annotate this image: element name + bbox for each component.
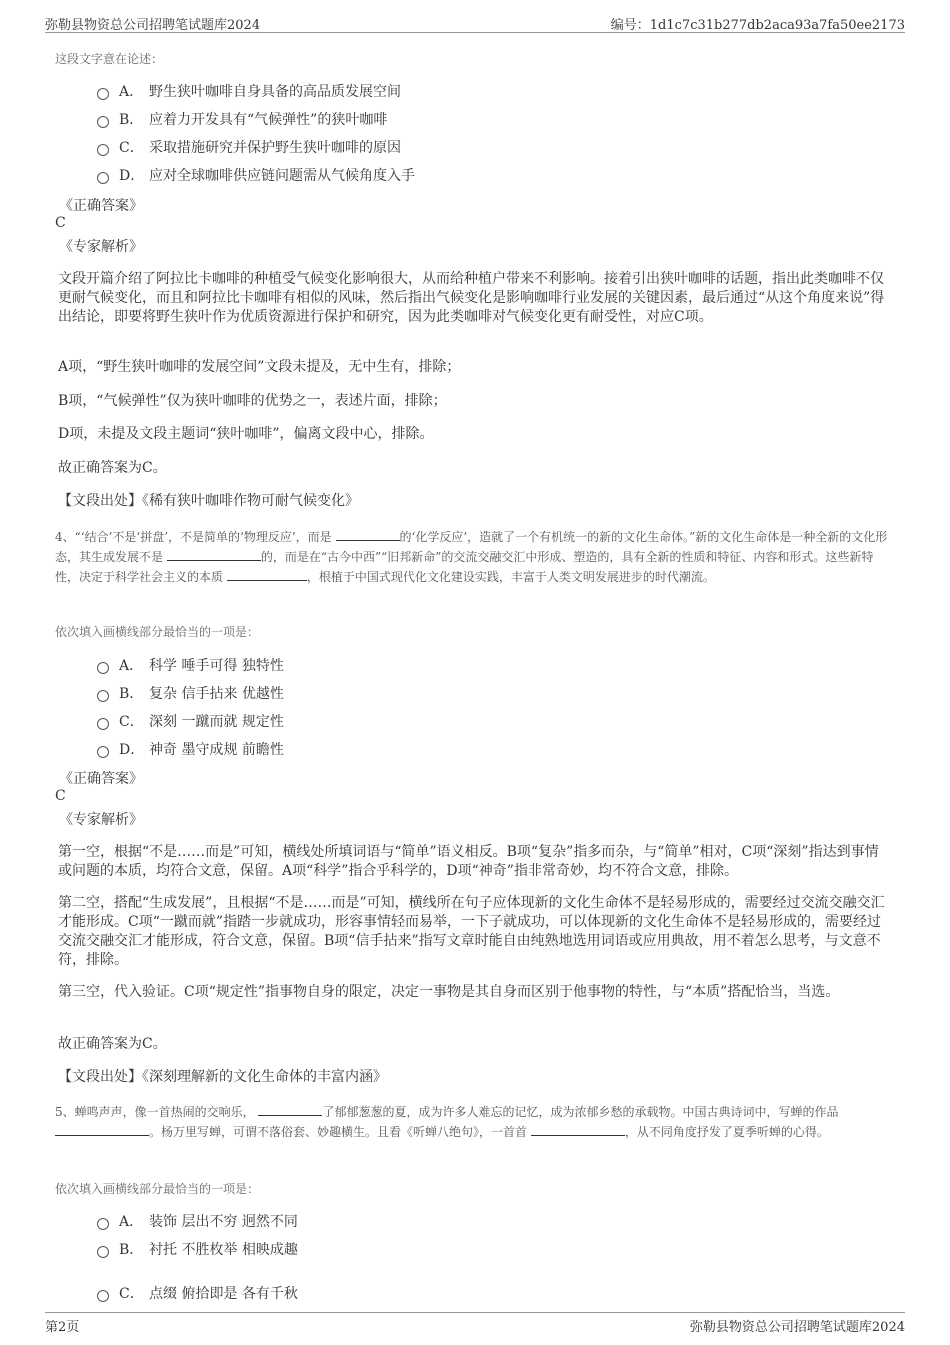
q4-analysis-para-1: 第一空，根据“不是……而是”可知，横线处所填词语与“简单”语义相反。B项“复杂”指多而杂，与“简单”相对，C项“深刻”指达到事情或问题的本质，均符合文意，保留。A项“科学”指合乎科学的，D项“神奇”指非常奇妙，均不符合文意，排除。 bbox=[58, 844, 879, 879]
radio-icon[interactable] bbox=[97, 172, 109, 184]
q4-analysis-para-2: 第二空，搭配“生成发展”，且根据“不是……而是”可知，横线所在句子应体现新的文化生命体不是轻易形成的，需要经过交流交融交汇才能形成。C项“一蹴而就”指踏一步就成功，形容事情轻而易举，一下子就成功，可以体现新的文化生命体不是轻易形成的，需要经过交流交融交汇才能形成，符合文意，保留。B项“信手拈来”指写文章时能自由纯熟地选用词语或应用典故，用不着怎么思考，与文意不符，排除。 bbox=[58, 895, 885, 968]
q3-option-c[interactable]: C． 采取措施研究并保护野生狭叶咖啡的原因 bbox=[97, 137, 401, 159]
blank-line bbox=[55, 1123, 149, 1136]
q4-option-c[interactable]: C． 深刻 一蹴而就 规定性 bbox=[97, 711, 284, 733]
q4-stem: 4、“‘结合’不是‘拼盘’，不是简单的‘物理反应’，而是 的‘化学反应’，造就了一个有机统一的新的文化生命体。”新的文化生命体是一种全新的文化形态，其生成发展不是 的，而是在“古今中西”“旧邦新命”的交流交融交汇中形成、塑造的，具有全新的性质和特征、内容和形式。这些新特性，决定于科学社会主义的本质 ，根植于中国式现代化文化建设实践，丰富于人类文明发展进步的时代潮流。 bbox=[55, 530, 888, 584]
q3-analysis-label: 《专家解析》 bbox=[59, 239, 143, 255]
blank-line bbox=[531, 1123, 625, 1136]
radio-icon[interactable] bbox=[97, 88, 109, 100]
q4-analysis-label: 《专家解析》 bbox=[59, 812, 143, 828]
page-number: 第2页 bbox=[45, 1320, 80, 1335]
blank-line bbox=[258, 1103, 322, 1116]
q3-analysis-para-3: B项，“气候弹性”仅为狭叶咖啡的优势之一，表述片面，排除； bbox=[58, 393, 447, 409]
q3-answer-label: 《正确答案》 bbox=[59, 198, 143, 214]
header-doc-id: 编号：1d1c7c31b277db2aca93a7fa50ee2173 bbox=[610, 18, 905, 33]
radio-icon[interactable] bbox=[97, 116, 109, 128]
radio-icon[interactable] bbox=[97, 690, 109, 702]
q4-analysis-para-4: 故正确答案为C。 bbox=[58, 1036, 167, 1052]
blank-line bbox=[167, 548, 261, 561]
q3-answer: C bbox=[55, 215, 66, 231]
q4-source: 【文段出处】《深刻理解新的文化生命体的丰富内涵》 bbox=[58, 1069, 387, 1085]
page-footer bbox=[45, 1312, 905, 1335]
q5-prompt: 依次填入画横线部分最恰当的一项是： bbox=[55, 1182, 260, 1196]
q5-option-c[interactable]: C． 点缀 俯拾即是 各有千秋 bbox=[97, 1283, 298, 1305]
q5-option-b[interactable]: B． 衬托 不胜枚举 相映成趣 bbox=[97, 1239, 298, 1261]
q4-option-a[interactable]: A． 科学 唾手可得 独特性 bbox=[97, 655, 284, 677]
q3-analysis-para-1: 文段开篇介绍了阿拉比卡咖啡的种植受气候变化影响很大，从而给种植户带来不利影响。接着引出狭叶咖啡的话题，指出此类咖啡不仅更耐气候变化，而且和阿拉比卡咖啡有相似的风味，然后指出气候变化是影响咖啡行业发展的关键因素，最后通过“从这个角度来说”得出结论，即要将野生狭叶作为优质资源进行保护和研究，因为此类咖啡对气候变化更有耐受性，对应C项。 bbox=[58, 271, 885, 325]
radio-icon[interactable] bbox=[97, 746, 109, 758]
q4-answer: C bbox=[55, 788, 66, 804]
radio-icon[interactable] bbox=[97, 1218, 109, 1230]
page-header bbox=[45, 12, 905, 33]
q5-option-a[interactable]: A． 装饰 层出不穷 迥然不同 bbox=[97, 1211, 298, 1233]
q3-analysis-para-2: A项，“野生狭叶咖啡的发展空间”文段未提及，无中生有，排除； bbox=[58, 359, 461, 375]
radio-icon[interactable] bbox=[97, 1290, 109, 1302]
radio-icon[interactable] bbox=[97, 718, 109, 730]
q3-option-a[interactable]: A． 野生狭叶咖啡自身具备的高品质发展空间 bbox=[97, 81, 401, 103]
q4-option-b[interactable]: B． 复杂 信手拈来 优越性 bbox=[97, 683, 284, 705]
q4-analysis-para-3: 第三空，代入验证。C项“规定性”指事物自身的限定，决定一事物是其自身而区别于他事物的特性，与“本质”搭配恰当，当选。 bbox=[58, 984, 840, 1000]
blank-line bbox=[336, 528, 400, 541]
q3-analysis-para-5: 故正确答案为C。 bbox=[58, 460, 167, 476]
q3-option-b[interactable]: B． 应着力开发具有“气候弹性”的狭叶咖啡 bbox=[97, 109, 387, 131]
q3-source: 【文段出处】《稀有狭叶咖啡作物可耐气候变化》 bbox=[58, 493, 359, 509]
q3-analysis-para-4: D项，未提及文段主题词“狭叶咖啡”，偏离文段中心，排除。 bbox=[58, 426, 434, 442]
radio-icon[interactable] bbox=[97, 1246, 109, 1258]
header-title: 弥勒县物资总公司招聘笔试题库2024 bbox=[45, 18, 261, 33]
q3-option-d[interactable]: D． 应对全球咖啡供应链问题需从气候角度入手 bbox=[97, 165, 415, 187]
q4-answer-label: 《正确答案》 bbox=[59, 771, 143, 787]
q5-stem: 5、蝉鸣声声，像一首热闹的交响乐， 了郁郁葱葱的夏，成为许多人难忘的记忆，成为浓郁乡愁的承载物。中国古典诗词中，写蝉的作品 。杨万里写蝉，可谓不落俗套、妙趣横生。且看《听蝉八绝句》，一首首 ，从不同角度抒发了夏季听蝉的心得。 bbox=[55, 1105, 839, 1139]
blank-line bbox=[227, 568, 307, 581]
footer-title: 弥勒县物资总公司招聘笔试题库2024 bbox=[689, 1320, 905, 1335]
q4-prompt: 依次填入画横线部分最恰当的一项是： bbox=[55, 625, 260, 639]
q4-option-d[interactable]: D． 神奇 墨守成规 前瞻性 bbox=[97, 739, 284, 761]
radio-icon[interactable] bbox=[97, 662, 109, 674]
radio-icon[interactable] bbox=[97, 144, 109, 156]
q3-prompt: 这段文字意在论述： bbox=[55, 52, 164, 66]
